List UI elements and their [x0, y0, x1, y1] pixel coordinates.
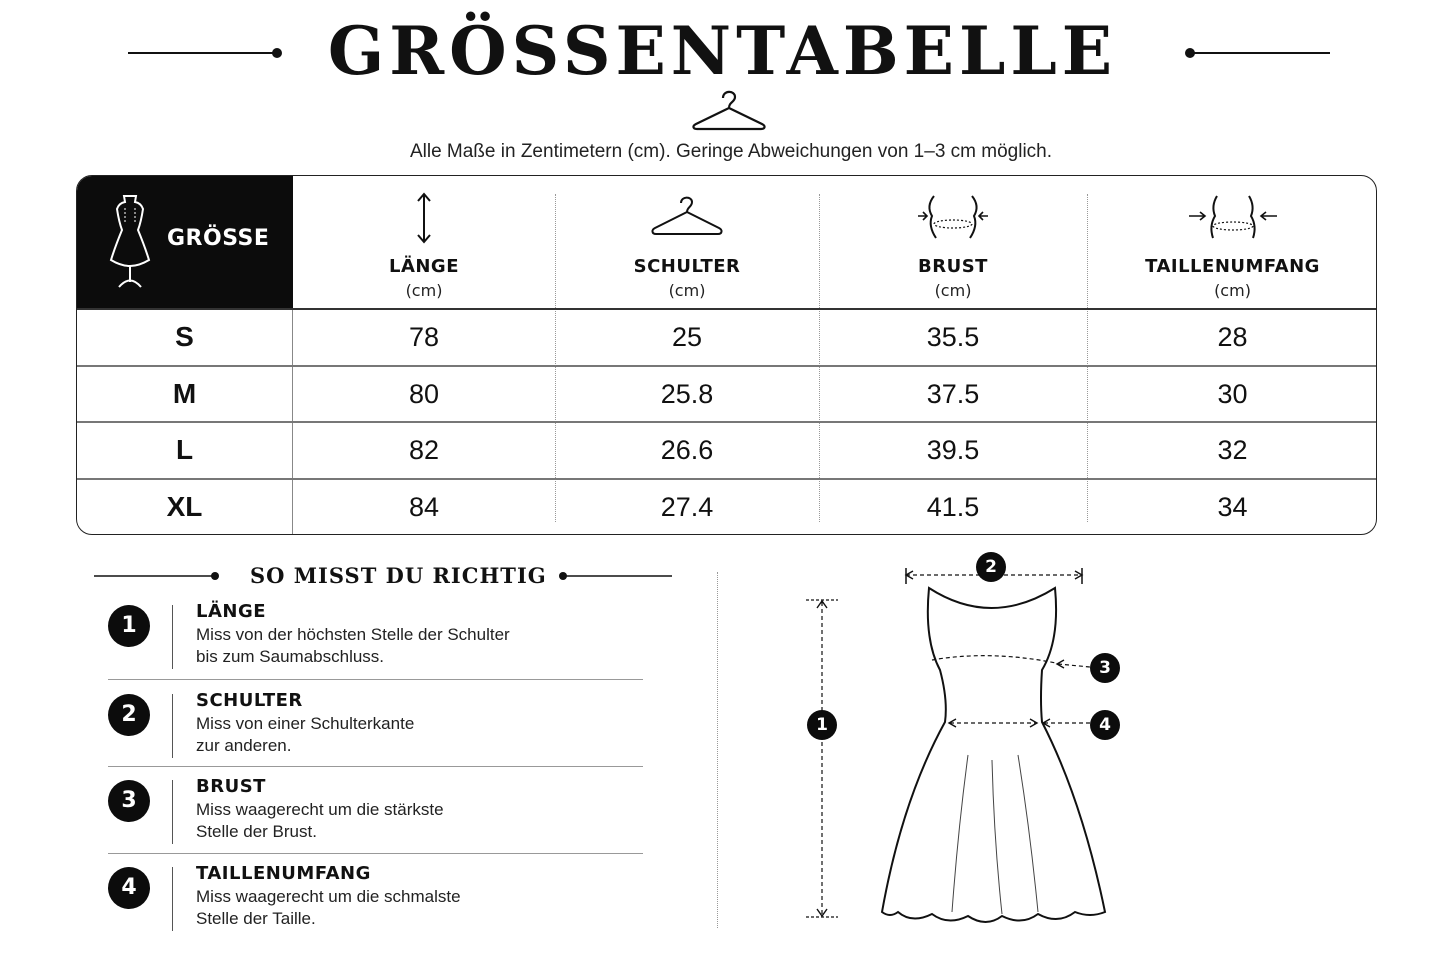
step-title: TAILLENUMFANG	[196, 863, 371, 884]
table-row-m	[77, 366, 1377, 422]
column-unit: (cm)	[668, 281, 706, 300]
column-header-taillenumfang	[1087, 176, 1377, 309]
step-description: Miss von einer Schulterkante	[196, 714, 415, 733]
laenge-cell: 82	[408, 435, 440, 465]
size-cell: S	[175, 321, 194, 352]
step-taillenumfang	[108, 863, 643, 953]
size-table	[76, 175, 1377, 535]
step-divider	[172, 605, 173, 669]
vertical-arrow-icon	[414, 192, 434, 244]
step-schulter	[108, 690, 643, 780]
size-cell: L	[175, 434, 194, 465]
taille-cell: 28	[1217, 322, 1248, 352]
size-header-label: GRÖSSE	[167, 226, 270, 251]
column-label: TAILLENUMFANG	[1145, 256, 1320, 277]
brust-cell: 39.5	[926, 435, 980, 465]
taille-cell: 34	[1217, 492, 1248, 522]
step-description: Stelle der Brust.	[196, 822, 317, 841]
subtitle-note: Alle Maße in Zentimetern (cm). Geringe Abweichungen von 1–3 cm möglich.	[409, 141, 1053, 162]
title-left-ornament	[128, 46, 288, 60]
diagram-badge-bust: 3	[1090, 653, 1120, 683]
dress-outline	[882, 588, 1105, 922]
brust-cell: 41.5	[926, 492, 980, 522]
column-label: SCHULTER	[633, 256, 741, 277]
section-divider	[717, 572, 718, 928]
column-header-brust	[819, 176, 1087, 309]
page-title: GRÖSSENTABELLE	[327, 12, 1118, 90]
section-title: SO MISST DU RICHTIG	[250, 563, 547, 588]
step-description: Miss waagerecht um die schmalste	[196, 887, 461, 906]
table-row-s	[77, 309, 1377, 365]
step-divider	[172, 867, 173, 931]
skirt-fold	[992, 760, 1002, 914]
taille-cell: 30	[1217, 379, 1248, 409]
skirt-fold	[952, 755, 968, 912]
laenge-cell: 84	[408, 492, 440, 522]
step-separator	[108, 853, 643, 854]
size-column-header	[77, 176, 293, 309]
step-number-badge: 1	[108, 605, 150, 647]
step-description: Stelle der Taille.	[196, 909, 316, 928]
bust-line	[932, 656, 1056, 663]
step-description: Miss waagerecht um die stärkste	[196, 800, 444, 819]
column-label: BRUST	[918, 256, 988, 277]
dress-measurement-diagram	[790, 550, 1140, 940]
bust-measure-icon	[916, 192, 990, 242]
table-row-xl	[77, 479, 1377, 535]
section-left-ornament	[94, 570, 224, 582]
diagram-badge-waist: 4	[1090, 710, 1120, 740]
step-number-badge: 4	[108, 867, 150, 909]
diagram-badge-length: 1	[807, 710, 837, 740]
diagram-badge-shoulder: 2	[976, 552, 1006, 582]
column-unit: (cm)	[1214, 281, 1251, 300]
skirt-fold	[1018, 755, 1038, 912]
column-unit: (cm)	[405, 281, 443, 300]
taille-cell: 32	[1217, 435, 1248, 465]
brust-cell: 35.5	[926, 322, 980, 352]
schulter-cell: 25	[671, 322, 703, 352]
waist-measure-icon	[1185, 192, 1281, 242]
title-right-ornament	[1180, 46, 1340, 60]
laenge-cell: 78	[408, 322, 440, 352]
step-title: SCHULTER	[196, 690, 303, 711]
step-number-badge: 2	[108, 694, 150, 736]
step-title: BRUST	[196, 776, 266, 797]
step-number-badge: 3	[108, 780, 150, 822]
step-separator	[108, 679, 643, 680]
dress-form-icon	[105, 192, 155, 288]
column-header-schulter	[555, 176, 819, 309]
column-header-laenge	[293, 176, 555, 309]
column-unit: (cm)	[934, 281, 972, 300]
section-right-ornament	[556, 570, 676, 582]
hanger-icon	[650, 192, 724, 238]
step-divider	[172, 780, 173, 844]
column-label: LÄNGE	[388, 256, 460, 277]
table-row-l	[77, 422, 1377, 478]
laenge-cell: 80	[408, 379, 440, 409]
step-description: bis zum Saumabschluss.	[196, 647, 385, 666]
schulter-cell: 25.8	[660, 379, 714, 409]
schulter-cell: 26.6	[660, 435, 714, 465]
size-cell: M	[172, 378, 197, 409]
schulter-cell: 27.4	[660, 492, 714, 522]
hanger-icon	[690, 86, 768, 132]
step-description: zur anderen.	[196, 736, 292, 755]
step-title: LÄNGE	[196, 601, 267, 622]
step-divider	[172, 694, 173, 758]
step-separator	[108, 766, 643, 767]
step-description: Miss von der höchsten Stelle der Schulter	[196, 625, 510, 644]
brust-cell: 37.5	[926, 379, 980, 409]
size-cell: XL	[166, 491, 203, 522]
